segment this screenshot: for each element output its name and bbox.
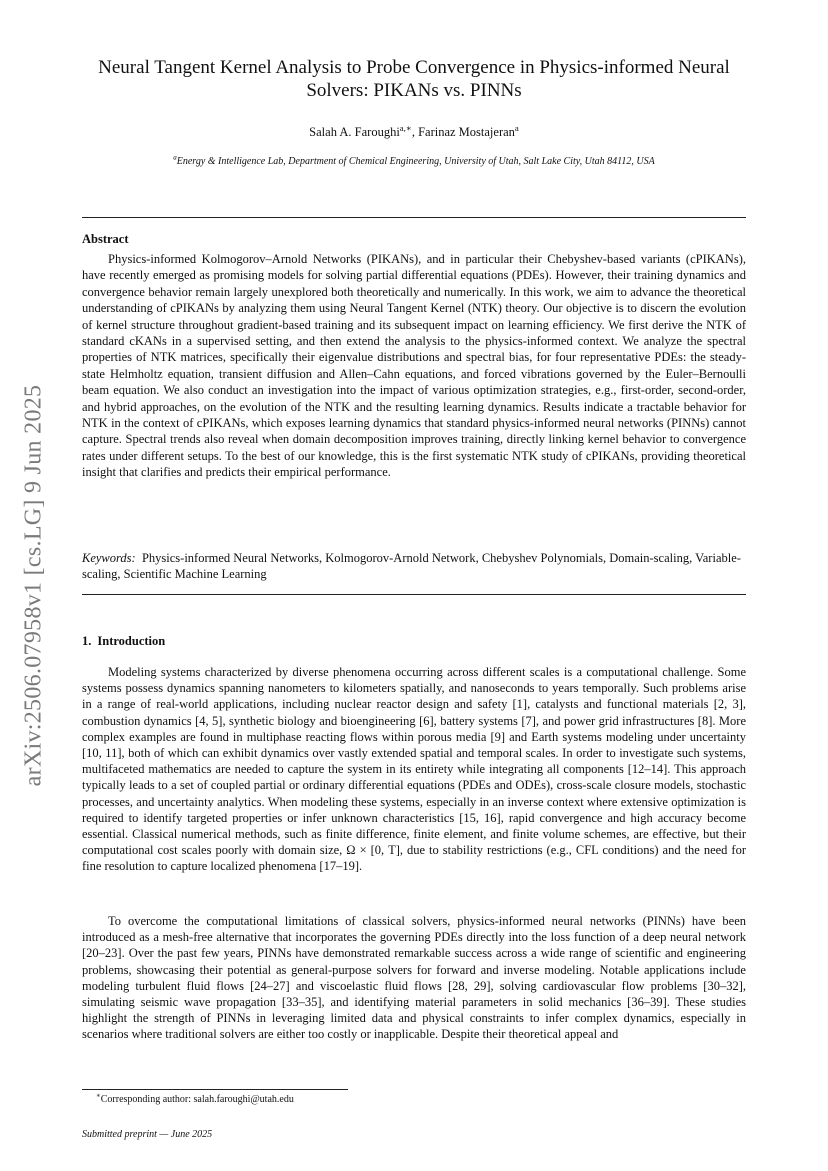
intro-paragraph: Modeling systems characterized by diverse phenomena occurring across different scales is a computational challenge. Some systems possess dynamics spanning nanometers to kilometers spatially, and nanoseconds to years temporally. Such problems arise in a range of real-world applications, including nuclear reactor design and safety [1], catalysts and functional materials [2, 3], combustion dynamics [4, 5], synthetic biology and bioengineering [6], battery systems [7], and power grid infrastructures [8]. More complex examples are found in multiphase reacting flows within porous media [9] and Earth systems modeling under uncertainty [10, 11], both of which can exhibit dynamics over vastly extended spatial and temporal scales. In order to investigate such systems, multifaceted mathematics are needed to capture the system in its entirety while integrating all components [12–14]. This approach typically leads to a set of coupled partial or ordinary differential equations (PDEs and ODEs), cross-scale closure models, stochastic processes, and uncertainty analytics. When modeling these systems, especially in an inverse context where extensive optimization is required to identify targeted properties or infer unknown characteristics [15, 16], rapid convergence and high accuracy become essential. Classical numerical methods, such as finite difference, finite element, and finite volume schemes, are effective, but their computational cost scales poorly with domain size, Ω × [0, T], due to stability restrictions (e.g., CFL conditions) and the need for fine resolution to capture localized phenomena [17–19].: [82, 665, 746, 874]
top-divider: [82, 217, 746, 218]
page-footer: Submitted preprint — June 2025: [82, 1129, 213, 1140]
section-number: 1.: [82, 634, 92, 648]
author-affiliation-mark: a,∗: [399, 122, 412, 133]
footnote-mark: ∗: [96, 1091, 101, 1100]
paper-title: Neural Tangent Kernel Analysis to Probe Convergence in Physics-informed Neural Solvers: PIKANs vs. PINNs: [98, 57, 730, 101]
author-affiliation-mark: a: [514, 122, 519, 133]
section-heading-introduction: [82, 634, 165, 649]
arxiv-identifier-text: arXiv:2506.07958v1 [cs.LG] 9 Jun 2025: [20, 384, 47, 786]
keywords: [82, 550, 746, 583]
author-list: [82, 122, 746, 140]
author-separator: ,: [411, 125, 419, 139]
footnote-text[interactable]: Corresponding author: salah.faroughi@utah.edu: [100, 1094, 294, 1105]
author-name[interactable]: Farinaz Mostajeran: [418, 125, 515, 139]
footnote-divider: [82, 1089, 348, 1090]
keywords-list: Physics-informed Neural Networks, Kolmogorov-Arnold Network, Chebyshev Polynomials, Domain-scaling, Variable-scaling, Scientific Machine Learning: [82, 551, 741, 582]
arxiv-identifier-stamp[interactable]: [14, 350, 54, 820]
keywords-label: Keywords:: [82, 551, 136, 565]
corresponding-author-footnote: [96, 1091, 294, 1105]
intro-paragraph: To overcome the computational limitations of classical solvers, physics-informed neural networks (PINNs) have been introduced as a mesh-free alternative that incorporates the governing PDEs directly into the loss function of a deep neural network [20–23]. Over the past few years, PINNs have demonstrated remarkable success across a wide range of scientific and engineering problems, showcasing their potential as general-purpose solvers for forward and inverse modeling. Notable applications include modeling turbulent fluid flows [24–27] and viscoelastic fluid flows [28, 29], solving cardiovascular flow problems [30–32], simulating seismic wave propagation [33–35], and identifying material parameters in solid mechanics [36–39]. These studies highlight the strength of PINNs in leveraging limited data and physical constraints to infer complex dynamics, especially in scenarios where traditional solvers are either too costly or inapplicable. Despite their theoretical appeal and: [82, 914, 746, 1042]
affiliation-mark: a: [173, 153, 177, 162]
abstract-body: Physics-informed Kolmogorov–Arnold Networks (PIKANs), and in particular their Chebyshev-based variants (cPIKANs), have recently emerged as promising models for solving partial differential equations (PDEs). However, their training dynamics and convergence behavior remain largely unexplored both theoretically and numerically. In this work, we aim to advance the theoretical understanding of cPIKANs by analyzing them using Neural Tangent Kernel (NTK) theory. Our objective is to discern the evolution of kernel structure throughout gradient-based training and its subsequent impact on learning efficiency. We first derive the NTK of standard cKANs in a supervised setting, and then extend the analysis to the physics-informed context. We analyze the spectral properties of NTK matrices, specifically their eigenvalue distributions and spectral bias, for four representative PDEs: the steady-state Helmholtz equation, transient diffusion and Allen–Cahn equations, and forced vibrations governed by the Euler–Bernoulli beam equation. We also conduct an investigation into the impact of various optimization strategies, e.g., first-order, second-order, and hybrid approaches, on the evolution of the NTK and the resulting learning dynamics. Results indicate a tractable behavior for NTK in the context of cPIKANs, which exposes learning dynamics that standard physics-informed neural networks (PINNs) cannot capture. Spectral trends also reveal when domain decomposition improves training, directly linking kernel behavior to convergence rates under different setups. To the best of our knowledge, this is the first systematic NTK study of cPIKANs, providing theoretical insight that clarifies and predicts their empirical performance.: [82, 252, 746, 480]
section-title: Introduction: [97, 634, 166, 648]
abstract-heading: Abstract: [82, 232, 129, 246]
author-name[interactable]: Salah A. Faroughi: [309, 125, 400, 139]
abstract-bottom-divider: [82, 594, 746, 595]
affiliation-text: Energy & Intelligence Lab, Department of Chemical Engineering, University of Utah, Salt Lake City, Utah 84112, USA: [176, 156, 655, 167]
affiliation: [82, 153, 746, 167]
